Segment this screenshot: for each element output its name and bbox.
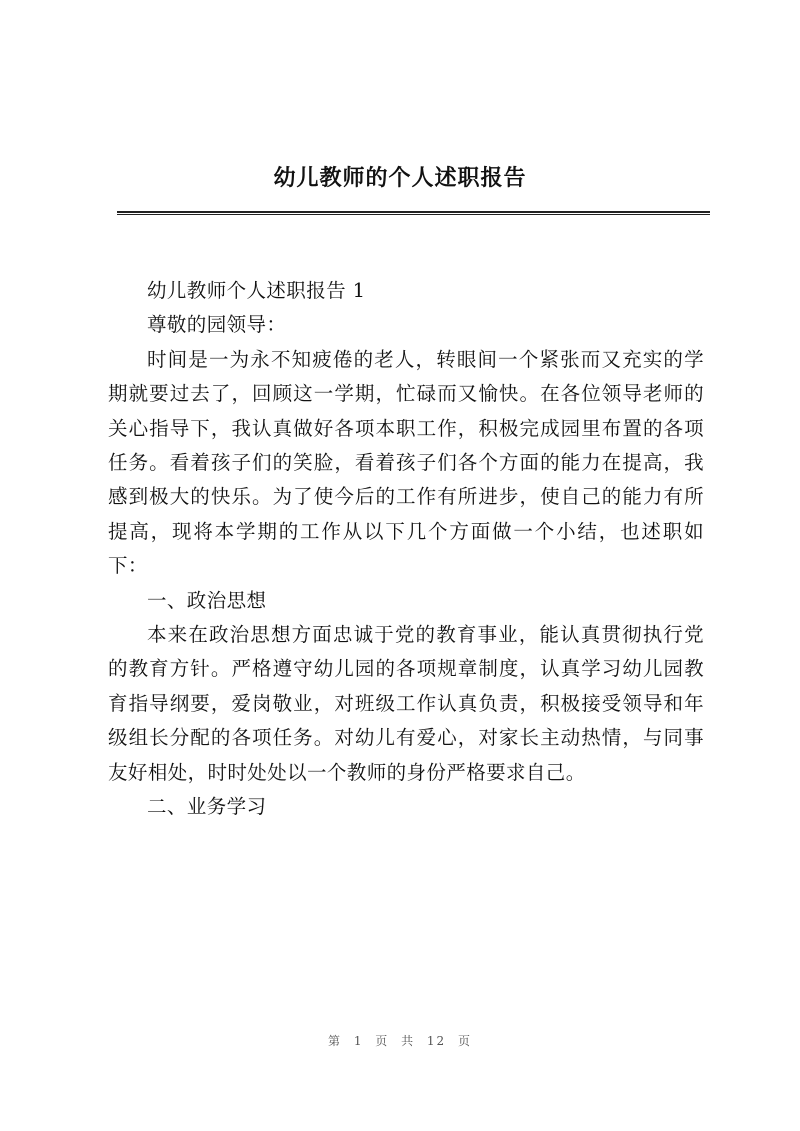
salutation: 尊敬的园领导：	[147, 313, 287, 337]
document-body	[108, 274, 704, 825]
section-heading-report: 幼儿教师个人述职报告 1	[147, 279, 366, 302]
title-divider	[117, 211, 710, 215]
section-heading-politics: 一、政治思想	[147, 588, 267, 612]
document-title: 幼儿教师的个人述职报告	[273, 165, 527, 191]
paragraph-politics: 本来在政治思想方面忠诚于党的教育事业，能认真贯彻执行党的教育方针。严格遵守幼儿园的各项规章制度，认真学习幼儿园教育指导纲要，爱岗敬业，对班级工作认真负责，积极接受领导和年级组长分配的各项任务。对幼儿有爱心，对家长主动热情，与同事友好相处，时时处处以一个教师的身份严格要求自己。	[108, 623, 704, 784]
page-number-footer: 第 1 页 共 12 页	[328, 1034, 472, 1048]
section-heading-study: 二、业务学习	[147, 795, 267, 819]
paragraph-intro: 时间是一为永不知疲倦的老人，转眼间一个紧张而又充实的学期就要过去了，回顾这一学期，忙碌而又愉快。在各位领导老师的关心指导下，我认真做好各项本职工作，积极完成园里布置的各项任务。看着孩子们的笑脸，看着孩子们各个方面的能力在提高，我感到极大的快乐。为了使今后的工作有所进步，使自己的能力有所提高，现将本学期的工作从以下几个方面做一个小结，也述职如下：	[108, 347, 704, 578]
